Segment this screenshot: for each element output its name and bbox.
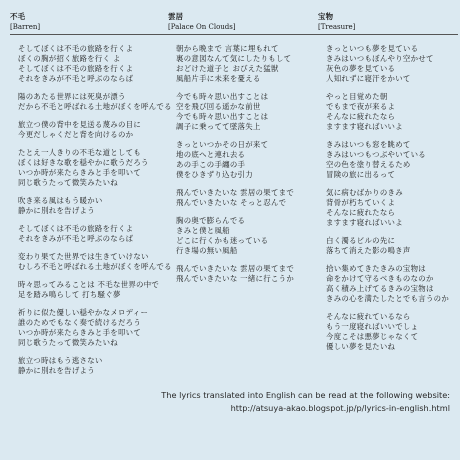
lyric-line: そんなに疲れたなら bbox=[326, 208, 396, 217]
stanza bbox=[18, 148, 170, 188]
song-stanzas bbox=[10, 44, 170, 376]
lyric-line: 静かに別れを告げよう bbox=[18, 206, 95, 215]
lyric-line: 今でも時々思い出すことは bbox=[176, 112, 269, 121]
stanza bbox=[326, 188, 458, 228]
lyric-line: 今度こそは悪夢じゃなくて bbox=[326, 332, 419, 341]
stanza bbox=[176, 188, 318, 208]
lyric-line: ますます寝ればいいよ bbox=[326, 122, 403, 131]
lyric-line: いつか時が来たらきみと手を叩いて bbox=[18, 328, 142, 337]
stanza bbox=[18, 44, 170, 84]
lyric-line: そんなに疲れたなら bbox=[326, 112, 396, 121]
lyric-line: 吹き来る風はもう暖かい bbox=[18, 196, 103, 205]
lyric-line: 飛んでいきたいな 雲居の果てまで bbox=[176, 264, 295, 273]
translation-note-text: The lyrics translated into English can be read at the following website: bbox=[161, 390, 450, 400]
lyric-line: どこに行くかも迷っている bbox=[176, 236, 269, 245]
lyric-line: 裏の意図なんて気にしたりもして bbox=[176, 54, 292, 63]
lyric-line: 飛んでいきたいな 一緒に行こうか bbox=[176, 274, 295, 283]
lyric-line: 灰色の夢を見ている bbox=[326, 64, 396, 73]
lyric-line: そんなに疲れているなら bbox=[326, 312, 411, 321]
stanza bbox=[326, 236, 458, 256]
lyric-line: 朝から晩まで 言葉に埋もれて bbox=[176, 44, 279, 53]
lyric-line: もう一度寝ればいいでしょ bbox=[326, 322, 419, 331]
lyric-line: 行き場の無い風船 bbox=[176, 246, 238, 255]
stanza bbox=[18, 196, 170, 216]
lyric-line: 地の底へと連れ去る bbox=[176, 150, 246, 159]
song-column-barren bbox=[10, 12, 170, 384]
lyric-line: 気に病むばかりのきみ bbox=[326, 188, 403, 197]
lyric-line: 人知れずに寝汗をかいて bbox=[326, 74, 411, 83]
lyric-line: それをきみが不毛と呼ぶのならば bbox=[18, 74, 134, 83]
song-stanzas bbox=[318, 44, 458, 352]
lyric-line: きみの心を満たしたとでも言うのか bbox=[326, 294, 450, 303]
lyric-line: 今更だしゃくだと背を向けるのか bbox=[18, 130, 134, 139]
lyric-line: 風船片手に未来を憂える bbox=[176, 74, 261, 83]
stanza bbox=[176, 216, 318, 256]
song-title: 不毛 bbox=[10, 12, 26, 21]
song-title: 宝物 bbox=[318, 12, 334, 21]
lyric-line: でもまで夜が来るよ bbox=[326, 102, 396, 111]
lyric-line: 落ちて消えた影の鳴き声 bbox=[326, 246, 411, 255]
lyric-line: きみはいつもぼんやり空かせて bbox=[326, 54, 434, 63]
lyric-line: 拾い集めてきたきみの宝物は bbox=[326, 264, 426, 273]
translation-link[interactable]: http://atsuya-akao.blogspot.jp/p/lyrics-in-english.html bbox=[230, 402, 450, 413]
stanza bbox=[18, 252, 170, 272]
lyric-line: 誰のためでもなく奏で続けるだろう bbox=[18, 318, 142, 327]
stanza bbox=[18, 120, 170, 140]
lyric-line: 時々思ってみることは 不毛な世界の中で bbox=[18, 280, 160, 289]
stanza bbox=[176, 44, 318, 84]
lyric-line: 同じ歌うたって微笑みたいね bbox=[18, 178, 118, 187]
stanza bbox=[176, 140, 318, 180]
lyric-line: だから不毛と呼ばれる土地がぼくを呼んでる bbox=[18, 102, 172, 111]
lyric-line: 白く濁るビルの先に bbox=[326, 236, 396, 245]
lyric-line: そしてぼくは不毛の旅路を行くよ bbox=[18, 64, 134, 73]
song-title: 雲居 bbox=[168, 12, 184, 21]
lyric-line: そしてぼくは不毛の旅路を行くよ bbox=[18, 44, 134, 53]
lyric-line: 僕をひきずり込む引力 bbox=[176, 170, 253, 179]
lyric-line: おどけた道子と おびえた猛獣 bbox=[176, 64, 279, 73]
lyric-line: ますます寝ればいいよ bbox=[326, 218, 403, 227]
lyric-line: 旅立つ僕の背中を見送る蔑みの目に bbox=[18, 120, 142, 129]
lyric-line: 陽のあたる世界には死臭が漂う bbox=[18, 92, 126, 101]
lyric-line: 静かに別れを告げよう bbox=[18, 366, 95, 375]
translation-note bbox=[161, 389, 450, 414]
stanza bbox=[176, 92, 318, 132]
lyric-line: きみはいつもつぶやいている bbox=[326, 150, 426, 159]
lyric-line: 調子に乗ってて墜落失上 bbox=[176, 122, 261, 131]
lyric-line: 優しい夢を見たいね bbox=[326, 342, 396, 351]
lyric-line: 祈りに似た優しい穏やかなメロディー bbox=[18, 308, 149, 317]
stanza bbox=[18, 280, 170, 300]
lyric-line: きっといつも夢を見ている bbox=[326, 44, 419, 53]
lyric-line: たとえ一人きりの不毛な道としても bbox=[18, 148, 142, 157]
lyric-line: あの手この手纏の手 bbox=[176, 160, 246, 169]
lyric-line: 変わり果てた世界では生きていけない bbox=[18, 252, 149, 261]
lyric-line: やっと目覚めた朝 bbox=[326, 92, 388, 101]
song-subtitle: [Palace On Clouds] bbox=[168, 22, 318, 35]
lyric-line: 同じ歌うたって微笑みたいね bbox=[18, 338, 118, 347]
stanza bbox=[18, 308, 170, 348]
lyric-line: ぼくの胸が招く旅路を行く よ bbox=[18, 54, 121, 63]
lyric-line: 飛んでいきたいな 雲居の果てまで bbox=[176, 188, 295, 197]
stanza bbox=[326, 264, 458, 304]
lyric-line: 胸の奥で膨らんでる bbox=[176, 216, 246, 225]
lyric-line: きみと僕と風船 bbox=[176, 226, 230, 235]
stanza bbox=[176, 264, 318, 284]
lyric-line: そしてぼくは不毛の旅路を行くよ bbox=[18, 224, 134, 233]
lyric-line: きっといつかその日が来て bbox=[176, 140, 269, 149]
lyric-line: 背骨が朽ちていくよ bbox=[326, 198, 396, 207]
lyric-line: むしろ不毛と呼ばれる土地がぼくを呼んでる bbox=[18, 262, 172, 271]
lyric-line: ぼくは好きな歌を穏やかに歌うだろう bbox=[18, 158, 149, 167]
stanza bbox=[326, 44, 458, 84]
song-column-palace-on-clouds bbox=[168, 12, 318, 292]
lyric-line: 飛んでいきたいな そっと忍んで bbox=[176, 198, 287, 207]
stanza bbox=[326, 312, 458, 352]
lyric-line: 空の色を塗り替えるため bbox=[326, 160, 411, 169]
stanza bbox=[18, 92, 170, 112]
stanza bbox=[326, 92, 458, 132]
lyric-line: 高く積み上げてるきみの宝物は bbox=[326, 284, 434, 293]
lyric-line: 命をかけて守るべきものなのか bbox=[326, 274, 434, 283]
song-subtitle: [Barren] bbox=[10, 22, 170, 35]
song-stanzas bbox=[168, 44, 318, 284]
lyric-line: いつか時が来たらきみと手を叩いて bbox=[18, 168, 142, 177]
lyric-line: 冒険の旅に出るって bbox=[326, 170, 396, 179]
lyric-line: きみはいつも窓を眺めて bbox=[326, 140, 411, 149]
song-column-treasure bbox=[318, 12, 458, 360]
lyric-line: 足を踏み鳴らして 打ち騒ぐ夢 bbox=[18, 290, 121, 299]
stanza bbox=[326, 140, 458, 180]
lyric-line: 空を飛び回る遥かな前世 bbox=[176, 102, 261, 111]
stanza bbox=[18, 356, 170, 376]
song-subtitle: [Treasure] bbox=[318, 22, 458, 35]
stanza bbox=[18, 224, 170, 244]
lyric-line: 旅立つ時はもう逃さない bbox=[18, 356, 103, 365]
lyric-line: それをきみが不毛と呼ぶのならば bbox=[18, 234, 134, 243]
lyric-line: 今でも時々思い出すことは bbox=[176, 92, 269, 101]
